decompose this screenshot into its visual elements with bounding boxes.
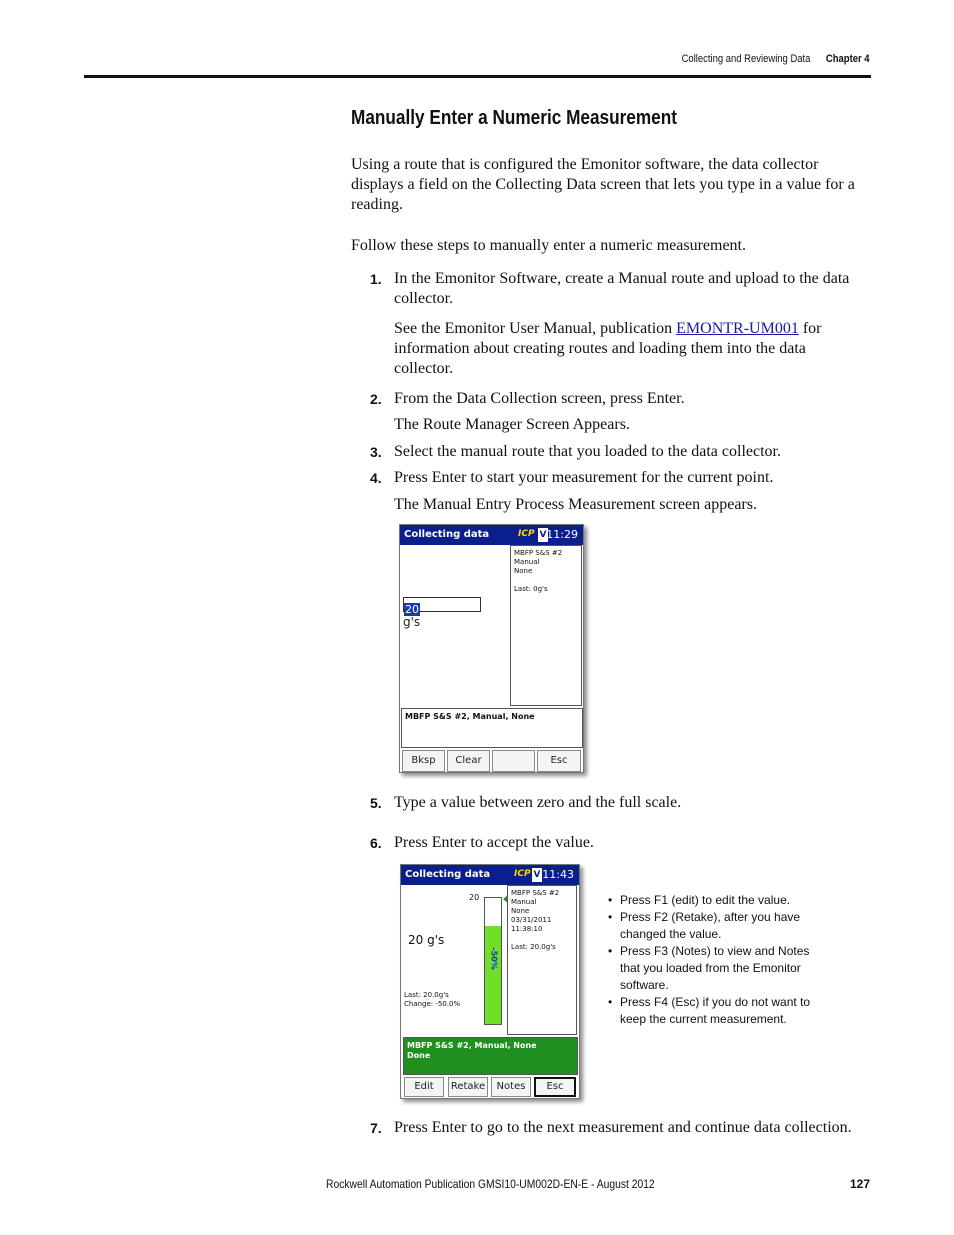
step-2-note: The Route Manager Screen Appears. — [394, 416, 630, 433]
bullet-text: Press F3 (Notes) to view and Notes that you loaded from the Emonitor software. — [620, 944, 810, 992]
value-input-text: 20 — [405, 603, 419, 616]
step-text: Press Enter to start your measurement for the current point. — [394, 469, 774, 486]
step-6 — [370, 833, 870, 853]
bullet-text: Press F2 (Retake), after you have changed the value. — [620, 910, 801, 941]
screen-title-bar — [401, 865, 579, 885]
battery-icon: V — [533, 870, 541, 880]
screen-title-bar — [400, 525, 583, 545]
bar-top-label: 20 — [469, 893, 480, 902]
status-line: MBFP S&S #2, Manual, None — [407, 1041, 537, 1050]
bullet-text: Press F4 (Esc) if you do not want to keep the current measurement. — [620, 995, 811, 1026]
section-title: Manually Enter a Numeric Measurement — [351, 107, 677, 129]
step-4 — [370, 468, 870, 488]
publication-link[interactable]: EMONTR-UM001 — [676, 320, 799, 337]
bullet-item — [608, 892, 823, 909]
step-text: Press Enter to go to the next measurement and continue data collection. — [394, 1119, 852, 1136]
status-panel — [403, 1037, 578, 1075]
esc-key[interactable]: Esc — [534, 1077, 576, 1097]
bullet-item — [608, 994, 823, 1028]
step-text: Select the manual route that you loaded to the data collector. — [394, 443, 781, 460]
info-line: 03/31/2011 — [511, 916, 552, 924]
step-7 — [370, 1118, 870, 1138]
key-instructions-list — [608, 892, 823, 1028]
step-number: 7. — [370, 1120, 382, 1136]
step-4-note: The Manual Entry Process Measurement screen appears. — [394, 496, 757, 513]
step-1-note — [394, 319, 864, 379]
value-summary — [404, 991, 460, 1009]
step-text: From the Data Collection screen, press Enter. — [394, 390, 685, 407]
header-chapter: Chapter 4 — [826, 53, 870, 65]
point-info-panel — [507, 885, 577, 1035]
status-line: Done — [407, 1051, 431, 1060]
blank-key[interactable] — [492, 750, 535, 772]
bullet-text: Press F1 (edit) to edit the value. — [620, 893, 791, 907]
info-spacer — [511, 934, 573, 943]
step-number: 1. — [370, 271, 382, 287]
info-line: MBFP S&S #2 — [514, 549, 563, 557]
retake-key[interactable]: Retake — [448, 1077, 488, 1097]
esc-key[interactable]: Esc — [537, 750, 581, 772]
bullet-item — [608, 943, 823, 994]
clock: 11:29 — [546, 528, 578, 541]
measurement-result-screen — [400, 864, 580, 1099]
note-text-after: for information about creating routes and loading them into the data collector. — [394, 320, 822, 377]
info-line: None — [514, 567, 533, 575]
footer-publication: Rockwell Automation Publication GMSI10-UM002D-EN-E - August 2012 — [326, 1177, 655, 1191]
info-line: None — [511, 907, 530, 915]
last-value: Last: 20.0g's — [404, 991, 449, 999]
running-header — [682, 53, 870, 65]
step-text: In the Emonitor Software, create a Manual route and upload to the data collector. — [394, 270, 850, 307]
change-value: Change: -50.0% — [404, 1000, 461, 1008]
step-number: 3. — [370, 444, 382, 460]
step-number: 4. — [370, 470, 382, 486]
step-5 — [370, 793, 870, 813]
battery-icon: V — [539, 530, 547, 540]
step-1 — [370, 269, 870, 309]
point-info-panel — [510, 545, 582, 706]
step-2 — [370, 389, 870, 409]
info-line: MBFP S&S #2 — [511, 889, 560, 897]
bullet-item — [608, 909, 823, 943]
clear-key[interactable]: Clear — [447, 750, 490, 772]
info-line: Last: 0g's — [514, 585, 548, 593]
page-number: 127 — [849, 1177, 870, 1191]
info-line: Last: 20.0g's — [511, 943, 556, 951]
edit-key[interactable]: Edit — [404, 1077, 444, 1097]
bar-change-label: -50% — [489, 947, 499, 970]
clock: 11:43 — [542, 868, 574, 881]
info-line: 11:38:10 — [511, 925, 543, 933]
step-text: Type a value between zero and the full scale. — [394, 794, 682, 811]
unit-label: g's — [403, 615, 421, 629]
info-line: Manual — [514, 558, 540, 566]
value-input[interactable] — [403, 597, 481, 616]
step-3 — [370, 442, 870, 462]
step-number: 6. — [370, 835, 382, 851]
level-bar — [484, 897, 502, 1025]
header-section: Collecting and Reviewing Data — [682, 53, 811, 65]
screen-title: Collecting data — [405, 869, 491, 880]
note-text: See the Emonitor User Manual, publication — [394, 320, 677, 337]
step-number: 5. — [370, 795, 382, 811]
icp-icon: ICP — [514, 869, 531, 879]
follow-paragraph: Follow these steps to manually enter a numeric measurement. — [351, 237, 746, 254]
icp-icon: ICP — [518, 529, 535, 539]
intro-paragraph: Using a route that is configured the Emonitor software, the data collector displays a field on the Collecting Data screen that lets you type in a value for a reading. — [351, 156, 855, 213]
header-rule — [84, 75, 871, 78]
level-bar-fill — [485, 926, 501, 1024]
step-text: Press Enter to accept the value. — [394, 834, 594, 851]
measured-value: 20 g's — [408, 933, 445, 947]
screen-title: Collecting data — [404, 529, 490, 540]
notes-key[interactable]: Notes — [491, 1077, 531, 1097]
info-spacer — [514, 576, 578, 585]
manual-entry-screen — [399, 524, 584, 773]
bksp-key[interactable]: Bksp — [402, 750, 445, 772]
step-number: 2. — [370, 391, 382, 407]
info-line: Manual — [511, 898, 537, 906]
status-panel: MBFP S&S #2, Manual, None — [401, 708, 583, 748]
